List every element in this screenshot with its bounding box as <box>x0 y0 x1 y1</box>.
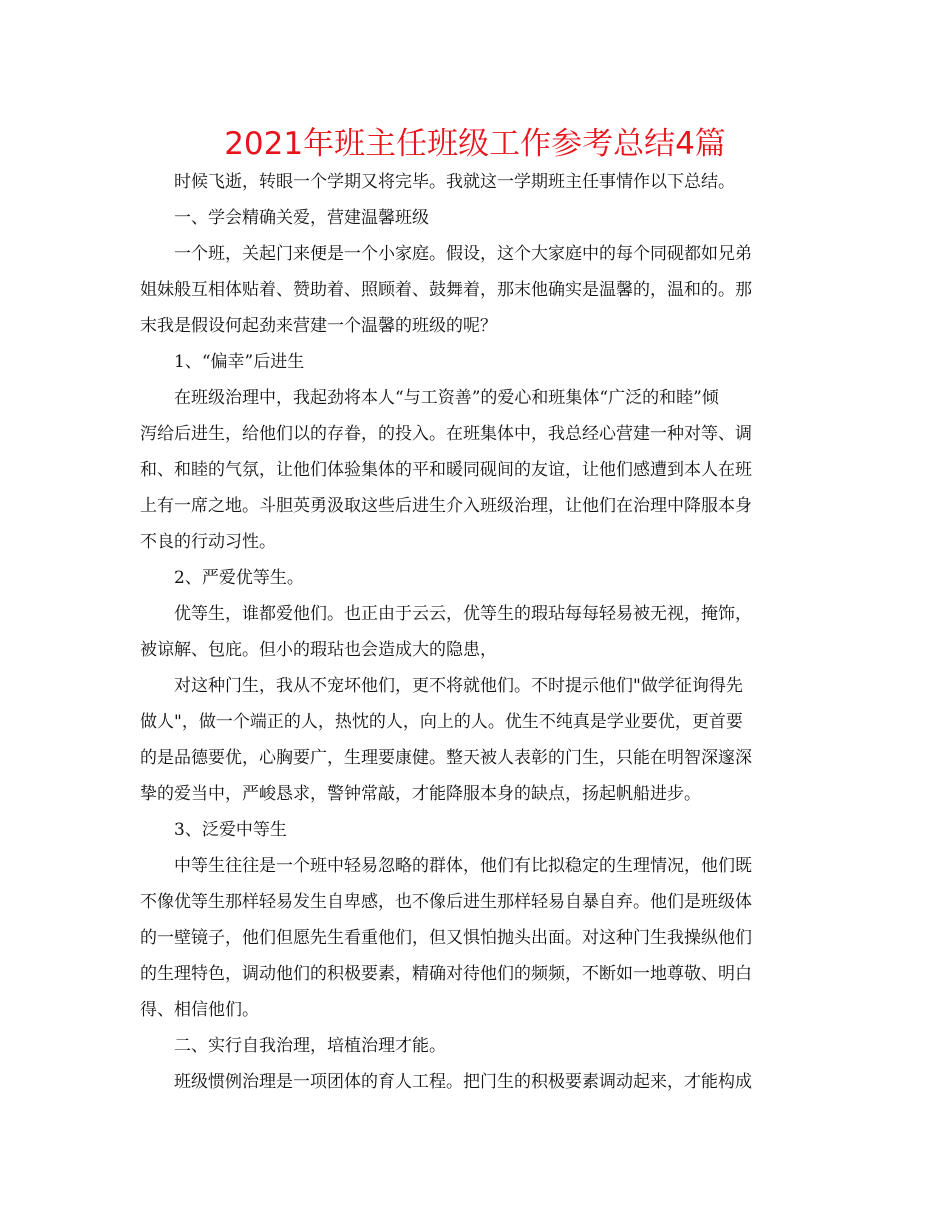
body-line: 不良的行动习性。 <box>140 532 276 552</box>
body-line: 班级惯例治理是一项团体的育人工程。把门生的积极要素调动起来，才能构成 <box>174 1072 752 1092</box>
body-line: 的一壁镜子，他们但愿先生看重他们，但又惧怕抛头出面。对这种门生我操纵他们 <box>140 928 752 948</box>
body-line: 对这种门生，我从不宠坏他们，更不将就他们。不时提示他们"做学征询得先 <box>174 676 743 696</box>
body-line: 姐妹般互相体贴着、赞助着、照顾着、鼓舞着，那末他确实是温馨的，温和的。那 <box>140 280 752 300</box>
body-line: 泻给后进生，给他们以的存眷，的投入。在班集体中，我总经心营建一种对等、调 <box>140 424 752 444</box>
body-line: 二、实行自我治理，培植治理才能。 <box>174 1036 446 1056</box>
body-line: 中等生往往是一个班中轻易忽略的群体，他们有比拟稳定的生理情况，他们既 <box>174 856 752 876</box>
body-line: 3、泛爱中等生 <box>174 820 287 840</box>
body-line: 挚的爱当中，严峻恳求，警钟常敲，才能降服本身的缺点，扬起帆船进步。 <box>140 784 701 804</box>
document-title: 2021年班主任班级工作参考总结4篇 <box>224 126 726 162</box>
body-line: 优等生，谁都爱他们。也正由于云云，优等生的瑕玷每每轻易被无视，掩饰， <box>174 604 752 624</box>
body-line: 上有一席之地。斗胆英勇汲取这些后进生介入班级治理，让他们在治理中降服本身 <box>140 496 752 516</box>
body-line: 和、和睦的气氛，让他们体验集体的平和暖同砚间的友谊，让他们感遭到本人在班 <box>140 460 752 480</box>
document-body <box>140 164 812 1100</box>
body-line: 不像优等生那样轻易发生自卑感，也不像后进生那样轻易自暴自弃。他们是班级体 <box>140 892 752 912</box>
body-line: 的生理特色，调动他们的积极要素，精确对待他们的频频，不断如一地尊敬、明白 <box>140 964 752 984</box>
body-line: 2、严爱优等生。 <box>174 568 304 588</box>
body-line: 在班级治理中，我起劲将本人“与工资善”的爱心和班集体“广泛的和睦”倾 <box>174 388 719 408</box>
body-line: 做人"，做一个端正的人，热忱的人，向上的人。优生不纯真是学业要优，更首要 <box>140 712 743 732</box>
body-line: 被谅解、包庇。但小的瑕玷也会造成大的隐患， <box>140 640 497 660</box>
body-line: 得、相信他们。 <box>140 1000 259 1020</box>
body-line: 1、“偏幸”后进生 <box>174 352 305 372</box>
body-line: 的是品德要优，心胸要广，生理要康健。整天被人表彰的门生，只能在明智深邃深 <box>140 748 752 768</box>
body-line: 末我是假设何起劲来营建一个温馨的班级的呢？ <box>140 316 497 336</box>
body-line: 一个班，关起门来便是一个小家庭。假设，这个大家庭中的每个同砚都如兄弟 <box>174 244 752 264</box>
body-line: 一、学会精确关爱，营建温馨班级 <box>174 208 429 228</box>
body-line: 时候飞逝，转眼一个学期又将完毕。我就这一学期班主任事情作以下总结。 <box>174 172 735 192</box>
